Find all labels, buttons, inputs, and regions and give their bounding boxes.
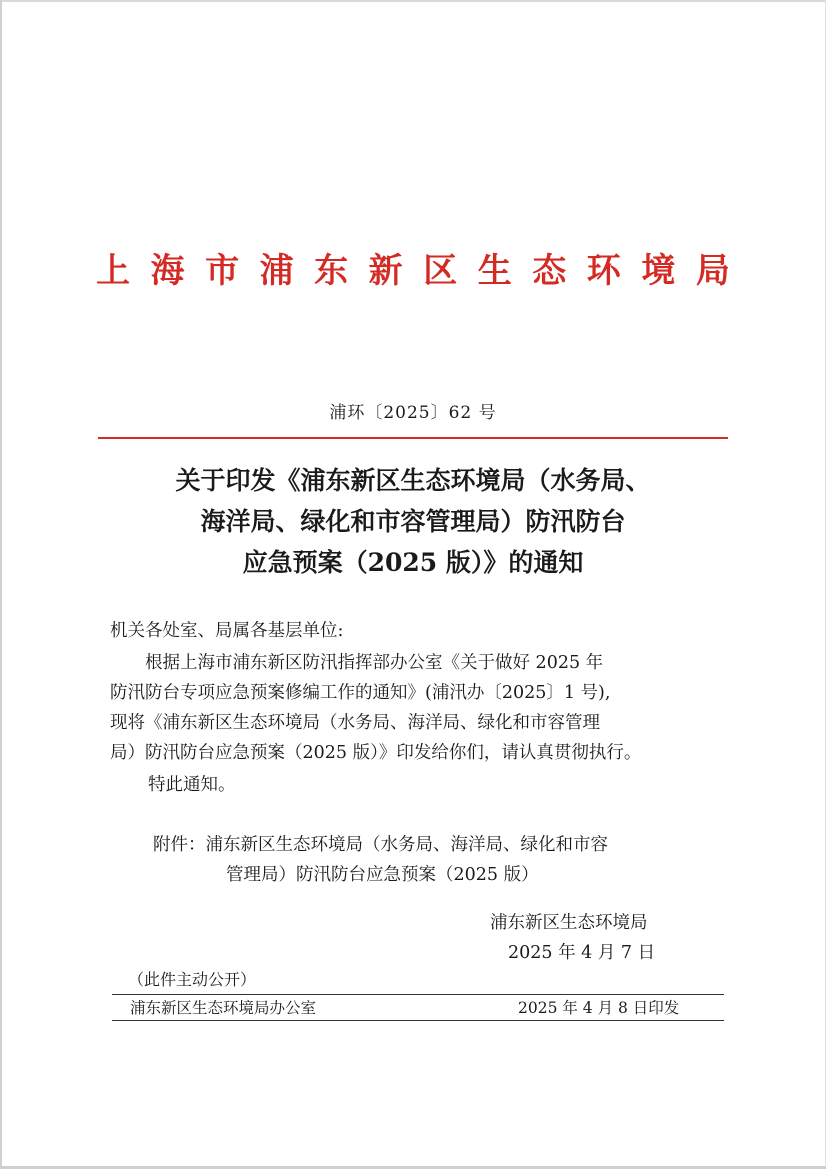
attachment-line: 管理局）防汛防台应急预案（2025 版） xyxy=(226,865,539,885)
footer-divider xyxy=(112,994,724,995)
signature-date: 2025 年 4 月 7 日 xyxy=(508,943,656,963)
document-title xyxy=(80,460,746,583)
closing-text: 特此通知。 xyxy=(148,775,236,795)
page-edge xyxy=(0,0,826,2)
org-header-char: 环 xyxy=(586,250,621,291)
org-header-char: 局 xyxy=(695,250,730,291)
body-paragraph xyxy=(110,648,726,768)
attachment-line: 附件：浦东新区生态环境局（水务局、海洋局、绿化和市容 xyxy=(153,835,608,855)
disclosure-note: （此件主动公开） xyxy=(128,970,257,989)
org-header-char: 上 xyxy=(96,250,130,291)
org-header-char: 生 xyxy=(477,250,512,291)
paragraph-line: 局）防汛防台应急预案（2025 版）》印发给你们，请认真贯彻执行。 xyxy=(110,743,642,763)
org-header-char: 新 xyxy=(368,250,403,291)
org-header-char: 境 xyxy=(641,250,676,291)
paragraph-line: 根据上海市浦东新区防汛指挥部办公室《关于做好 2025 年 xyxy=(110,653,604,673)
org-header-char: 市 xyxy=(205,250,240,291)
footer-office: 浦东新区生态环境局办公室 xyxy=(130,999,317,1017)
org-header-char: 态 xyxy=(532,250,567,291)
title-line: 应急预案（2025 版）》的通知 xyxy=(242,548,584,577)
org-header-char: 东 xyxy=(314,250,349,291)
org-header xyxy=(96,242,730,292)
org-header-char: 区 xyxy=(423,250,458,291)
paragraph-line: 现将《浦东新区生态环境局（水务局、海洋局、绿化和市容管理 xyxy=(110,713,600,733)
salutation: 机关各处室、局属各基层单位: xyxy=(110,621,344,641)
document-number: 浦环〔2025〕62 号 xyxy=(329,403,497,423)
org-header-char: 浦 xyxy=(259,250,294,291)
title-line: 关于印发《浦东新区生态环境局（水务局、 xyxy=(175,466,651,495)
red-divider xyxy=(98,437,728,439)
paragraph-line: 防汛防台专项应急预案修编工作的通知》(浦汛办〔2025〕1 号), xyxy=(110,683,611,703)
footer-divider xyxy=(112,1020,724,1021)
org-header-char: 海 xyxy=(150,250,185,291)
page-edge xyxy=(0,0,2,1169)
signature-org: 浦东新区生态环境局 xyxy=(490,913,648,933)
footer-print-date: 2025 年 4 月 8 日印发 xyxy=(518,999,680,1017)
title-line: 海洋局、绿化和市容管理局）防汛防台 xyxy=(200,507,626,536)
